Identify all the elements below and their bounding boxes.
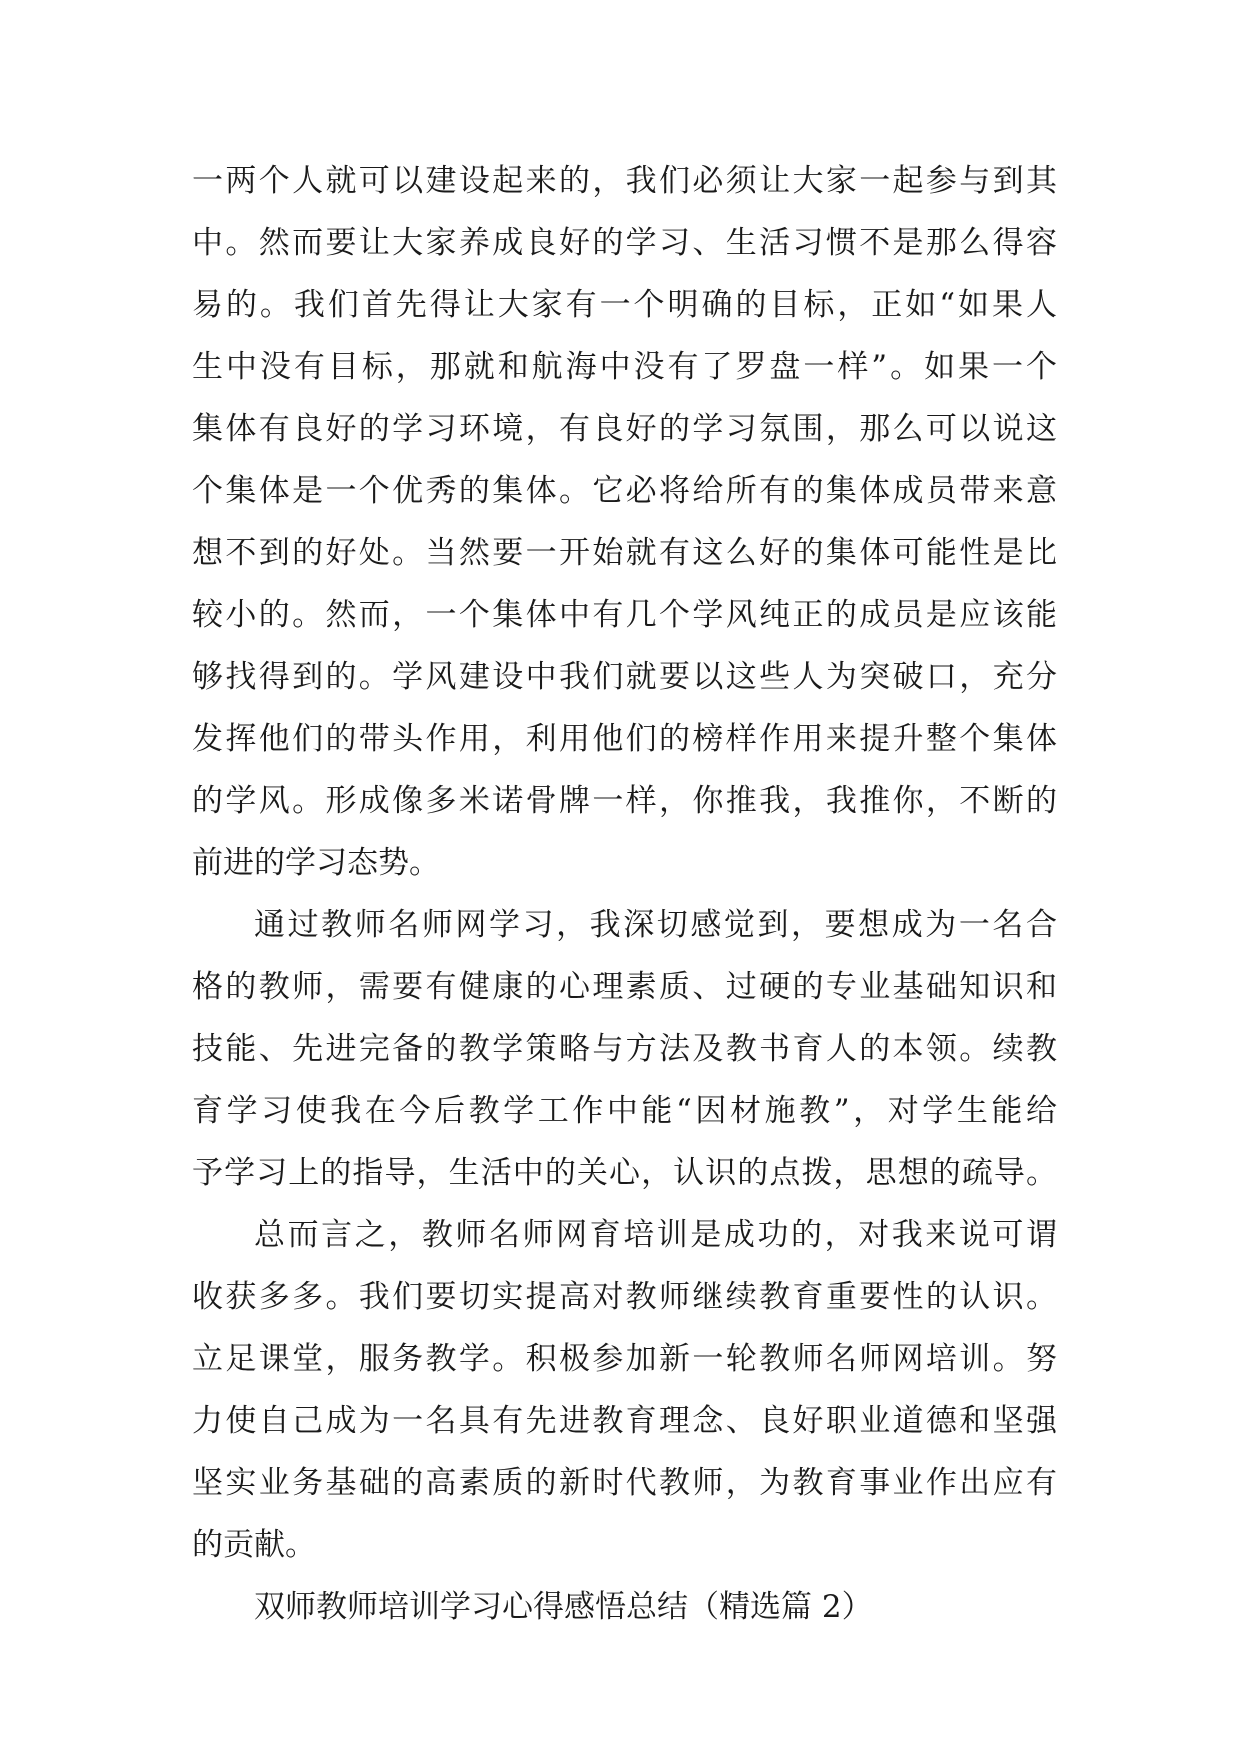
text-line: 力使自己成为一名具有先进教育理念、良好职业道德和坚强 (192, 1403, 1057, 1439)
text-line: 较小的。然而，一个集体中有几个学风纯正的成员是应该能 (192, 597, 1057, 633)
text-line: 立足课堂，服务教学。积极参加新一轮教师名师网培训。努 (192, 1341, 1057, 1377)
paragraph-end-line: 予学习上的指导，生活中的关心，认识的点拨，思想的疏导。 (192, 1155, 1057, 1191)
section-heading: 双师教师培训学习心得感悟总结（精选篇 2） (254, 1589, 873, 1625)
text-line: 一两个人就可以建设起来的，我们必须让大家一起参与到其 (192, 163, 1057, 199)
text-line: 想不到的好处。当然要一开始就有这么好的集体可能性是比 (192, 535, 1057, 571)
text-line: 发挥他们的带头作用，利用他们的榜样作用来提升整个集体 (192, 721, 1057, 757)
paragraph-end-line: 前进的学习态势。 (192, 845, 440, 881)
text-line: 集体有良好的学习环境，有良好的学习氛围，那么可以说这 (192, 411, 1057, 447)
text-line: 格的教师，需要有健康的心理素质、过硬的专业基础知识和 (192, 969, 1057, 1005)
document-body (192, 150, 1057, 1638)
paragraph-end-line: 的贡献。 (192, 1527, 316, 1563)
text-line: 够找得到的。学风建设中我们就要以这些人为突破口，充分 (192, 659, 1057, 695)
text-line: 坚实业务基础的高素质的新时代教师，为教育事业作出应有 (192, 1465, 1057, 1501)
text-line: 的学风。形成像多米诺骨牌一样，你推我，我推你，不断的 (192, 783, 1057, 819)
text-line: 育学习使我在今后教学工作中能“因材施教”，对学生能给 (192, 1093, 1057, 1129)
paragraph-start-line: 总而言之，教师名师网育培训是成功的，对我来说可谓 (254, 1217, 1057, 1253)
paragraph-start-line: 通过教师名师网学习，我深切感觉到，要想成为一名合 (254, 907, 1057, 943)
text-line: 技能、先进完备的教学策略与方法及教书育人的本领。续教 (192, 1031, 1057, 1067)
text-line: 收获多多。我们要切实提高对教师继续教育重要性的认识。 (192, 1279, 1057, 1315)
text-line: 生中没有目标，那就和航海中没有了罗盘一样”。如果一个 (192, 349, 1057, 385)
text-line: 易的。我们首先得让大家有一个明确的目标，正如“如果人 (192, 287, 1057, 323)
text-line: 中。然而要让大家养成良好的学习、生活习惯不是那么得容 (192, 225, 1057, 261)
text-line: 个集体是一个优秀的集体。它必将给所有的集体成员带来意 (192, 473, 1057, 509)
